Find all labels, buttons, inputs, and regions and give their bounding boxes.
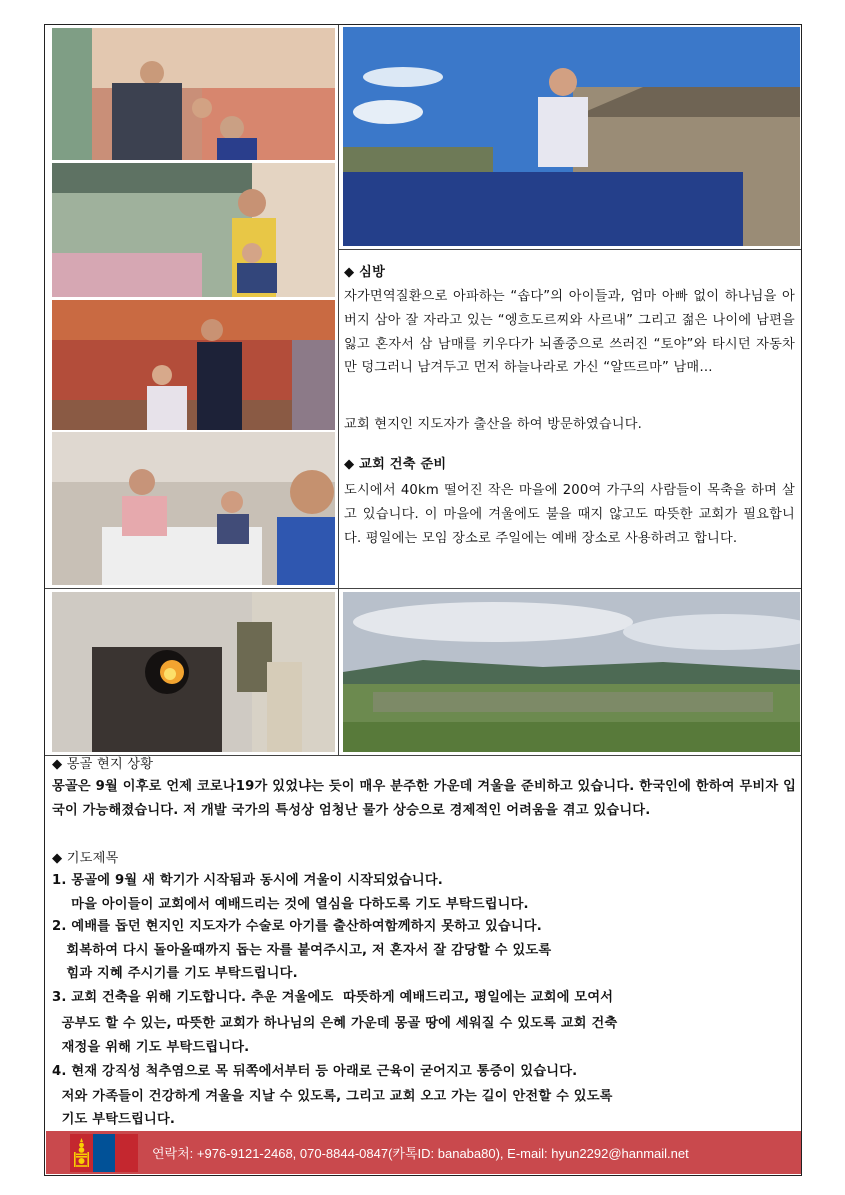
photo-family-meal [52, 432, 335, 585]
visit-heading: ◆ 심방 [344, 265, 386, 280]
prayer-line: 1. 몽골에 9월 새 학기가 시작됨과 동시에 겨울이 시작되었습니다. [52, 873, 443, 888]
prayer-heading: ◆ 기도제목 [52, 851, 119, 866]
church-paragraph: 도시에서 40km 떨어진 작은 마을에 200여 가구의 사람들이 목축을 하며 살고 있습니다. 이 마을에 겨울에도 불을 때지 않고도 따뜻한 교회가 필요합니다. 평일에는 모임 장소로 주일에는 예배 장소로 사용하려고 합니다. [344, 483, 795, 546]
mongolia-flag-icon [70, 1134, 138, 1172]
prayer-line: 공부도 할 수 있는, 따뜻한 교회가 하나님의 은혜 가운데 몽골 땅에 세워질 수 있도록 교회 건축 [52, 1016, 618, 1031]
photo-village-landscape [343, 592, 800, 752]
contact-footer [46, 1131, 801, 1174]
prayer-line: 3. 교회 건축을 위해 기도합니다. 추운 겨울에도 따뜻하게 예배드리고, 평일에는 교회에 모여서 [52, 990, 614, 1005]
prayer-line: 마을 아이들이 교회에서 예배드리는 것에 열심을 다하도록 기도 부탁드립니다. [52, 897, 529, 912]
church-heading: ◆ 교회 건축 준비 [344, 457, 447, 472]
grid-line [45, 588, 801, 589]
visit-extra: 교회 현지인 지도자가 출산을 하여 방문하였습니다. [344, 417, 643, 432]
situation-heading: ◆ 몽골 현지 상황 [52, 757, 154, 772]
photo-stove-fire [52, 592, 335, 752]
prayer-line: 재정을 위해 기도 부탁드립니다. [52, 1040, 250, 1055]
prayer-line: 기도 부탁드립니다. [52, 1112, 176, 1127]
grid-line [338, 589, 339, 755]
contact-info: 연락처: +976-9121-2468, 070-8844-0847(카톡ID: banaba80), E-mail: hyun2292@hanmail.net [152, 1146, 689, 1161]
photo-girl-with-baby [52, 163, 335, 297]
prayer-line: 2. 예배를 돕던 현지인 지도자가 수술로 아기를 출산하여함께하지 못하고 있습니다. [52, 919, 542, 934]
photo-girl-on-car [343, 27, 800, 246]
situation-paragraph: 몽골은 9월 이후로 언제 코로나19가 있었냐는 듯이 매우 분주한 가운데 겨울을 준비하고 있습니다. 한국인에 한하여 무비자 입국이 가능해졌습니다. 저 개발 국가의 특성상 엄청난 물가 상승으로 경제적인 어려움을 겪고 있습니다. [52, 779, 797, 818]
photo-family-visit [52, 28, 335, 160]
grid-line [338, 25, 339, 588]
prayer-line: 힘과 지혜 주시기를 기도 부탁드립니다. [52, 966, 298, 981]
prayer-line: 회복하여 다시 돌아올때까지 돕는 자를 붙여주시고, 저 혼자서 잘 감당할 수 있도록 [52, 943, 552, 958]
grid-line [45, 755, 801, 756]
prayer-line: 4. 현재 강직성 척추염으로 목 뒤쪽에서부터 등 아래로 근육이 굳어지고 통증이 있습니다. [52, 1064, 578, 1079]
grid-line [339, 249, 801, 250]
prayer-line: 저와 가족들이 건강하게 겨울을 지날 수 있도록, 그리고 교회 오고 가는 길이 안전할 수 있도록 [52, 1089, 613, 1104]
photo-ger-prayer [52, 300, 335, 430]
visit-paragraph: 자가면역질환으로 아파하는 “솝다”의 아이들과, 엄마 아빠 없이 하나님을 아버지 삼아 잘 자라고 있는 “엥흐도르찌와 사르내” 그리고 젊은 나이에 남편을 잃고 혼자서 삼 남매를 키우다가 뇌졸중으로 쓰러진 “토야”와 타시던 자동차만 덩그러니 남겨두고 먼저 하늘나라로 가신 “알뜨르마” 남매… [344, 289, 795, 376]
